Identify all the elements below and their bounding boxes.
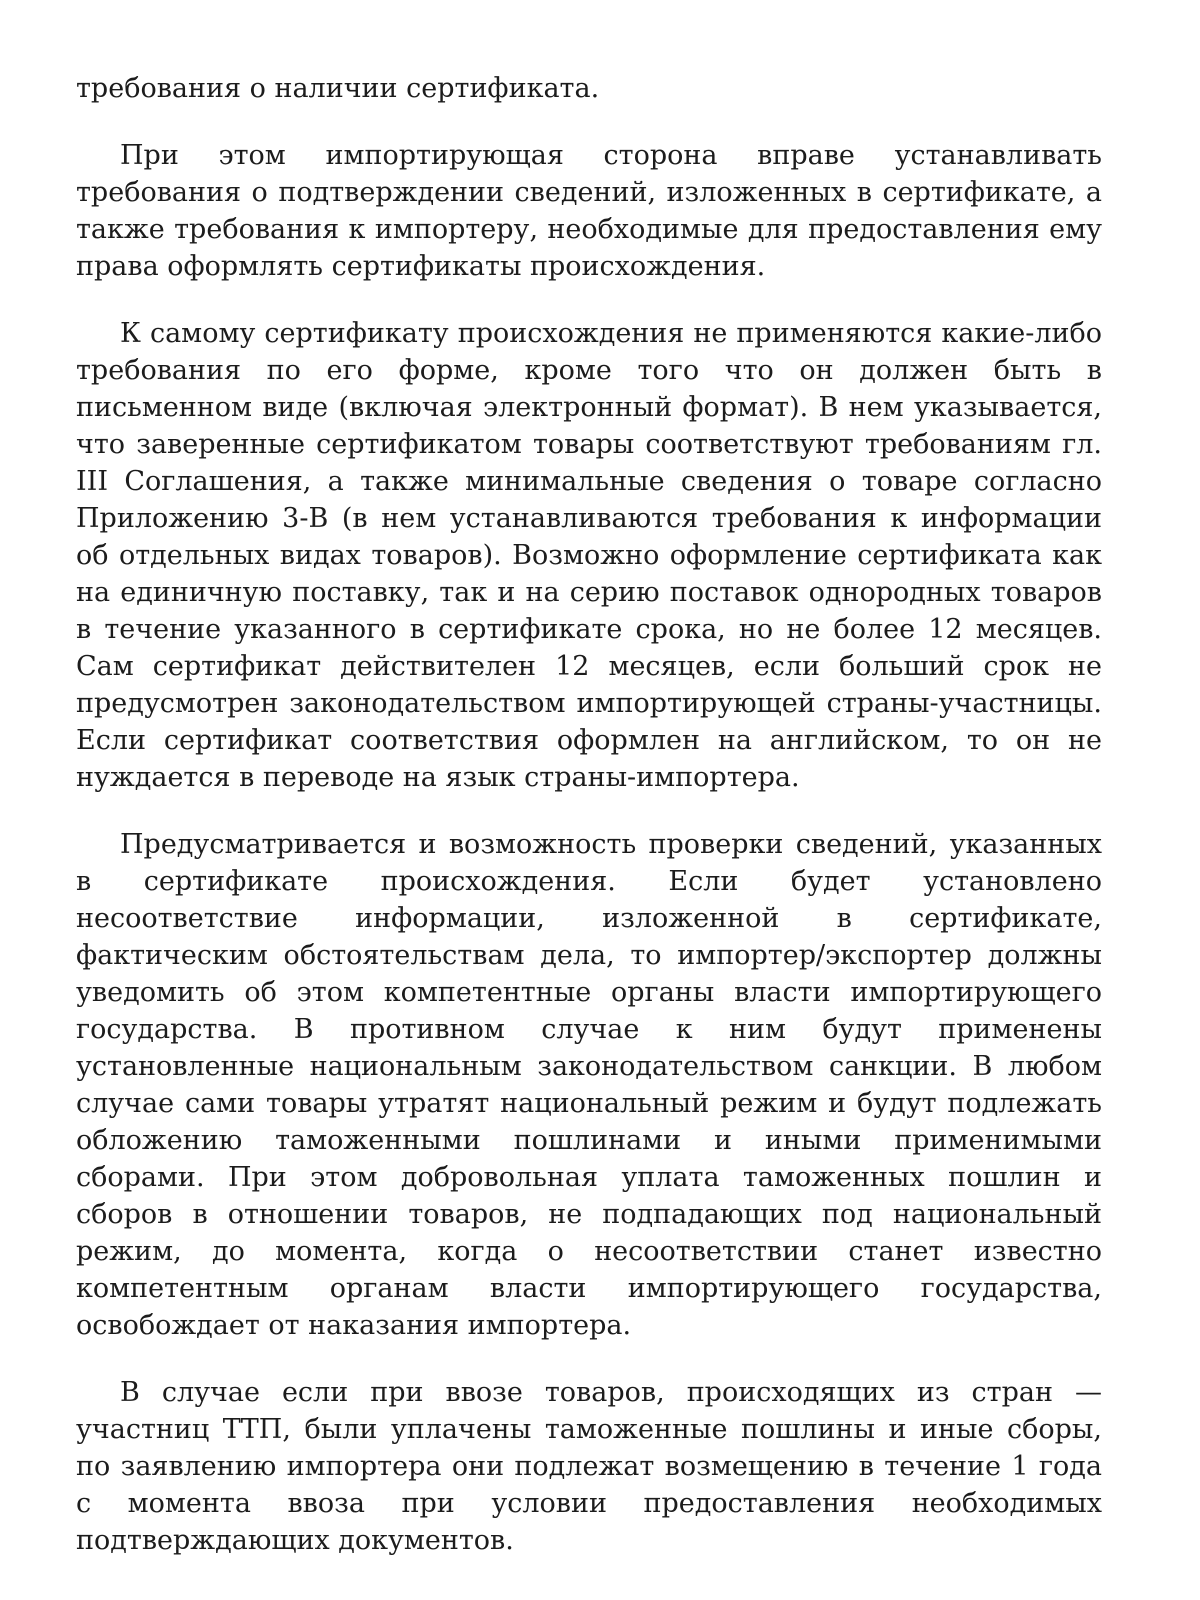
paragraph-continuation: требования о наличии сертификата. (76, 73, 600, 104)
paragraph-certificate-form: К самому сертификату происхождения не применяются какие-либо требования по его форме, кроме того что он должен быть в письменном виде (включая электронный формат). В нем указывается, что заверенные сертификатом товары соответствуют требованиям гл. III Соглашения, а также минимальные сведения о товаре согласно Приложению 3-В (в нем устанавливаются требования к информации об отдельных видах товаров). Возможно оформление сертификата как на единичную поставку, так и на серию поставок однородных товаров в течение указанного в сертификате срока, но не более 12 месяцев. Сам сертификат действителен 12 месяцев, если больший срок не предусмотрен законодательством импортирующей страны-участницы. Если сертификат соответствия оформлен на английском, то он не нуждается в переводе на язык страны-импортера. (76, 318, 1102, 793)
paragraph-refund: В случае если при ввозе товаров, происходящих из стран — участниц ТТП, были уплачены таможенные пошлины и иные сборы, по заявлению импортера они подлежат возмещению в течение 1 года с момента ввоза при условии предоставления необходимых подтверждающих документов. (76, 1377, 1102, 1556)
paragraph-verification: Предусматривается и возможность проверки сведений, указанных в сертификате происхождения. Если будет установлено несоответствие информации, изложенной в сертификате, фактическим обстоятельствам дела, то импортер/экспортер должны уведомить об этом компетентные органы власти импортирующего государства. В противном случае к ним будут применены установленные национальным законодательством санкции. В любом случае сами товары утратят национальный режим и будут подлежать обложению таможенными пошлинами и иными применимыми сборами. При этом добровольная уплата таможенных пошлин и сборов в отношении товаров, не подпадающих под национальный режим, до момента, когда о несоответствии станет известно компетентным органам власти импортирующего государства, освобождает от наказания импортера. (76, 829, 1102, 1341)
document-page (76, 70, 1102, 1589)
paragraph-importer-requirements: При этом импортирующая сторона вправе устанавливать требования о подтверждении сведений, изложенных в сертификате, а также требования к импортеру, необходимые для предоставления ему права оформлять сертификаты происхождения. (76, 140, 1102, 282)
